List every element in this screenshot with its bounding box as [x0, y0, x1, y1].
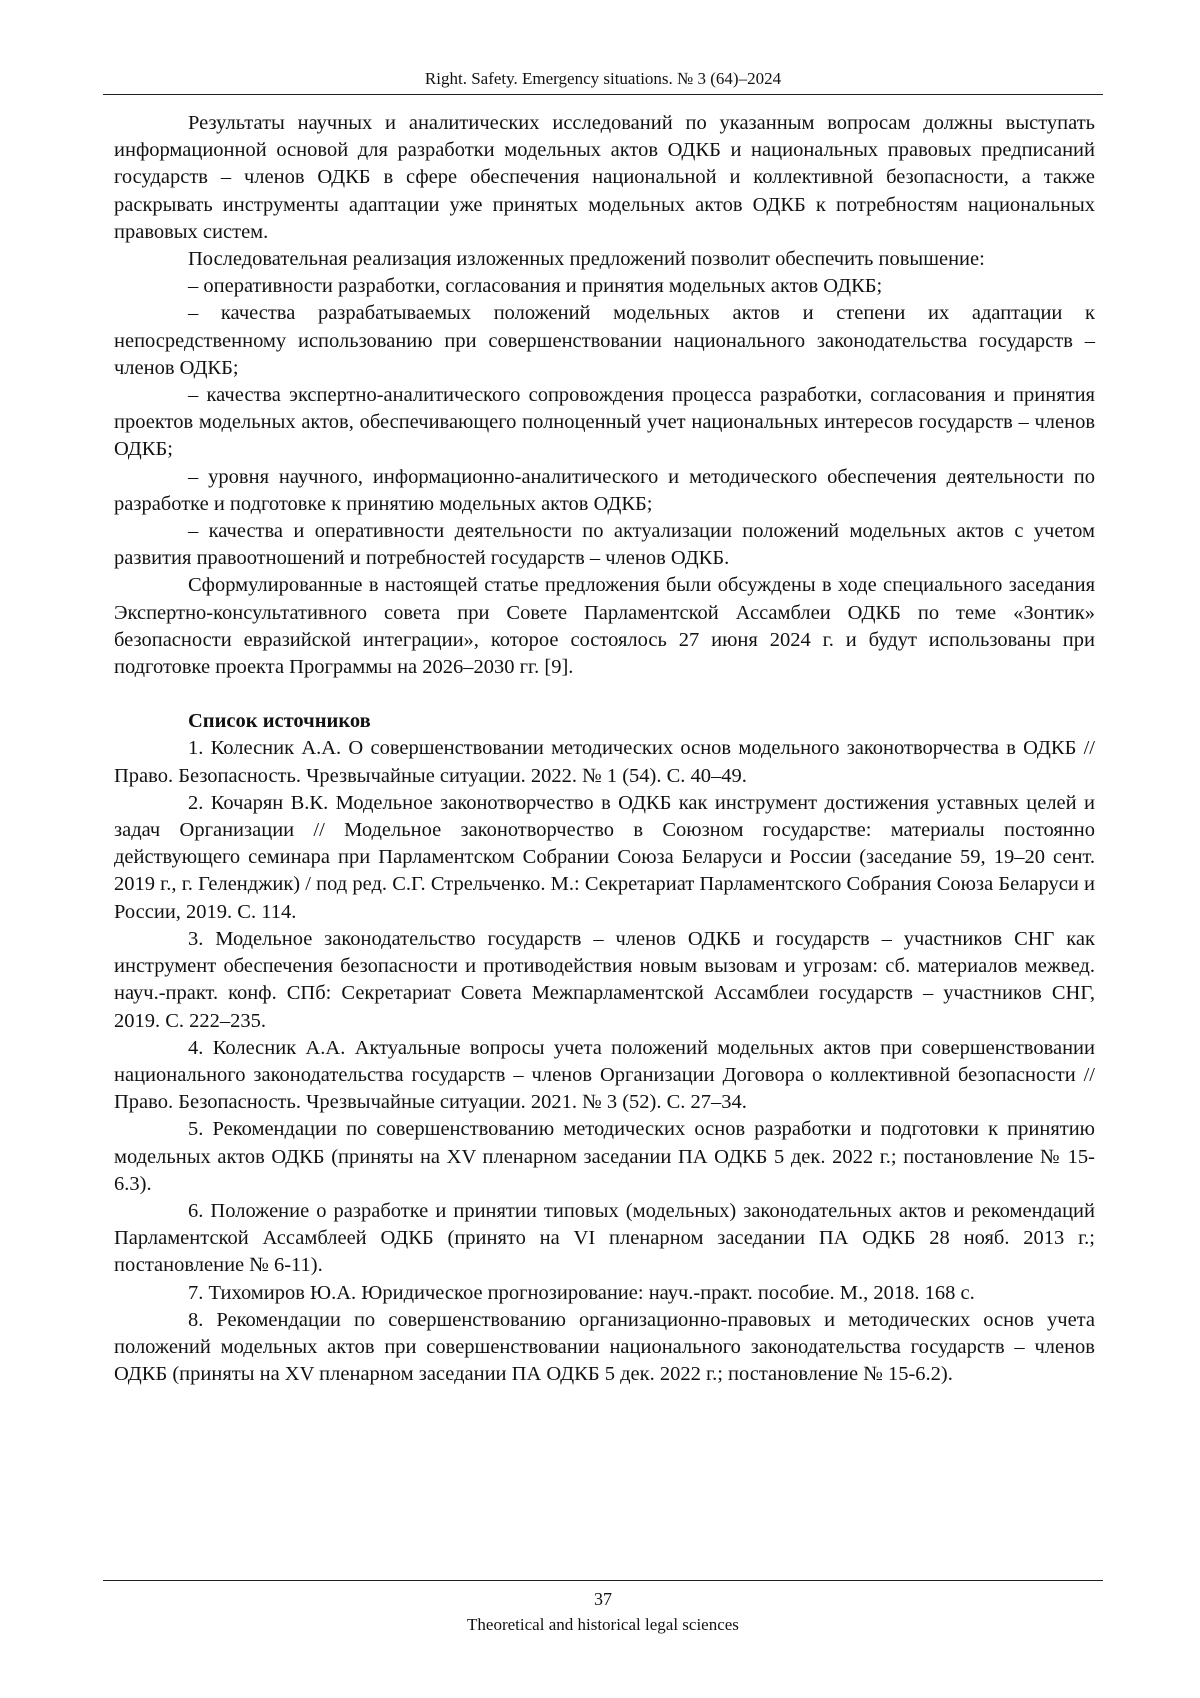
list-item: – качества разрабатываемых положений модельных актов и степени их адаптации к непосредственному использованию при совершенствовании национального законодательства государств – членов ОДКБ; — [114, 302, 1095, 379]
reference-item: 6. Положение о разработке и принятии типовых (модельных) законодательных актов и рекомендаций Парламентской Ассамблеей ОДКБ (принято на VI пленарном заседании ПА ОДКБ 28 нояб. 2013 г.; постановление № 6-11). — [114, 1199, 1095, 1277]
footer-divider — [103, 1580, 1103, 1581]
body-paragraph: Результаты научных и аналитических исследований по указанным вопросам должны выступать информационной основой для разработки модельных актов ОДКБ и национальных правовых предписаний государств – членов ОДКБ в сфере обеспечения национальной и коллективной безопасности, а также раскрывать инструменты адаптации уже принятых модельных актов ОДКБ к потребностям национальных правовых систем. — [114, 112, 1095, 243]
reference-item: 7. Тихомиров Ю.А. Юридическое прогнозирование: науч.-практ. пособие. М., 2018. 168 с. — [188, 1281, 975, 1304]
list-item: – уровня научного, информационно-аналитического и методического обеспечения деятельности по разработке и подготовке к принятию модельных актов ОДКБ; — [114, 465, 1095, 515]
list-item: – качества экспертно-аналитического сопровождения процесса разработки, согласования и принятия проектов модельных актов, обеспечивающего полноценный учет национальных интересов государств – членов ОДКБ; — [114, 384, 1095, 461]
list-item: – оперативности разработки, согласования и принятия модельных актов ОДКБ; — [188, 275, 883, 298]
body-paragraph: Сформулированные в настоящей статье предложения были обсуждены в ходе специального заседания Экспертно-консультативного совета при Совете Парламентской Ассамблеи ОДКБ по теме «Зонтик» безопасности евразийской интеграции», которое состоялось 27 июня 2024 г. и будут использованы при подготовке проекта Программы на 2026–2030 гг. [9]. — [114, 574, 1095, 679]
running-footer: Theoretical and historical legal sciences — [467, 1615, 739, 1634]
reference-item: 8. Рекомендации по совершенствованию организационно-правовых и методических основ учета положений модельных актов при совершенствовании национального законодательства государств – членов ОДКБ (приняты на XV пленарном заседании ПА ОДКБ 5 дек. 2022 г.; постановление № 15-6.2). — [114, 1308, 1095, 1386]
body-paragraph: Последовательная реализация изложенных предложений позволит обеспечить повышение: — [188, 248, 985, 271]
references-heading: Список источников — [188, 710, 371, 733]
reference-item: 2. Кочарян В.К. Модельное законотворчество в ОДКБ как инструмент достижения уставных целей и задач Организации // Модельное законотворчество в Союзном государстве: материалы постоянно действующего семинара при Парламентском Собрании Союза Беларуси и России (заседание 59, 19–20 сент. 2019 г., г. Геленджик) / под ред. С.Г. Стрельченко. М.: Секретариат Парламентского Собрания Союза Беларуси и России, 2019. С. 114. — [114, 791, 1095, 923]
reference-item: 1. Колесник А.А. О совершенствовании методических основ модельного законотворчества в ОДКБ // Право. Безопасность. Чрезвычайные ситуации. 2022. № 1 (54). С. 40–49. — [114, 737, 1095, 787]
header-divider — [103, 94, 1103, 95]
reference-item: 5. Рекомендации по совершенствованию методических основ разработки и подготовки к принятию модельных актов ОДКБ (приняты на XV пленарном заседании ПА ОДКБ 5 дек. 2022 г.; постановление № 15-6.3). — [114, 1118, 1095, 1195]
running-header: Right. Safety. Emergency situations. № 3 (64)–2024 — [424, 69, 782, 88]
page-number: 37 — [594, 1589, 612, 1609]
section-spacer — [114, 681, 1095, 708]
list-item: – качества и оперативности деятельности по актуализации положений модельных актов с учетом развития правоотношений и потребностей государств – членов ОДКБ. — [114, 520, 1095, 570]
reference-item: 4. Колесник А.А. Актуальные вопросы учета положений модельных актов при совершенствовании национального законодательства государств – членов Организации Договора о коллективной безопасности // Право. Безопасность. Чрезвычайные ситуации. 2021. № 3 (52). С. 27–34. — [114, 1036, 1095, 1114]
reference-item: 3. Модельное законодательство государств – членов ОДКБ и государств – участников СНГ как инструмент обеспечения безопасности и противодействия новым вызовам и угрозам: сб. материалов межвед. науч.-практ. конф. СПб: Секретариат Совета Межпарламентской Ассамблеи государств – участников СНГ, 2019. С. 222–235. — [114, 927, 1095, 1032]
article-body — [114, 110, 1095, 1388]
